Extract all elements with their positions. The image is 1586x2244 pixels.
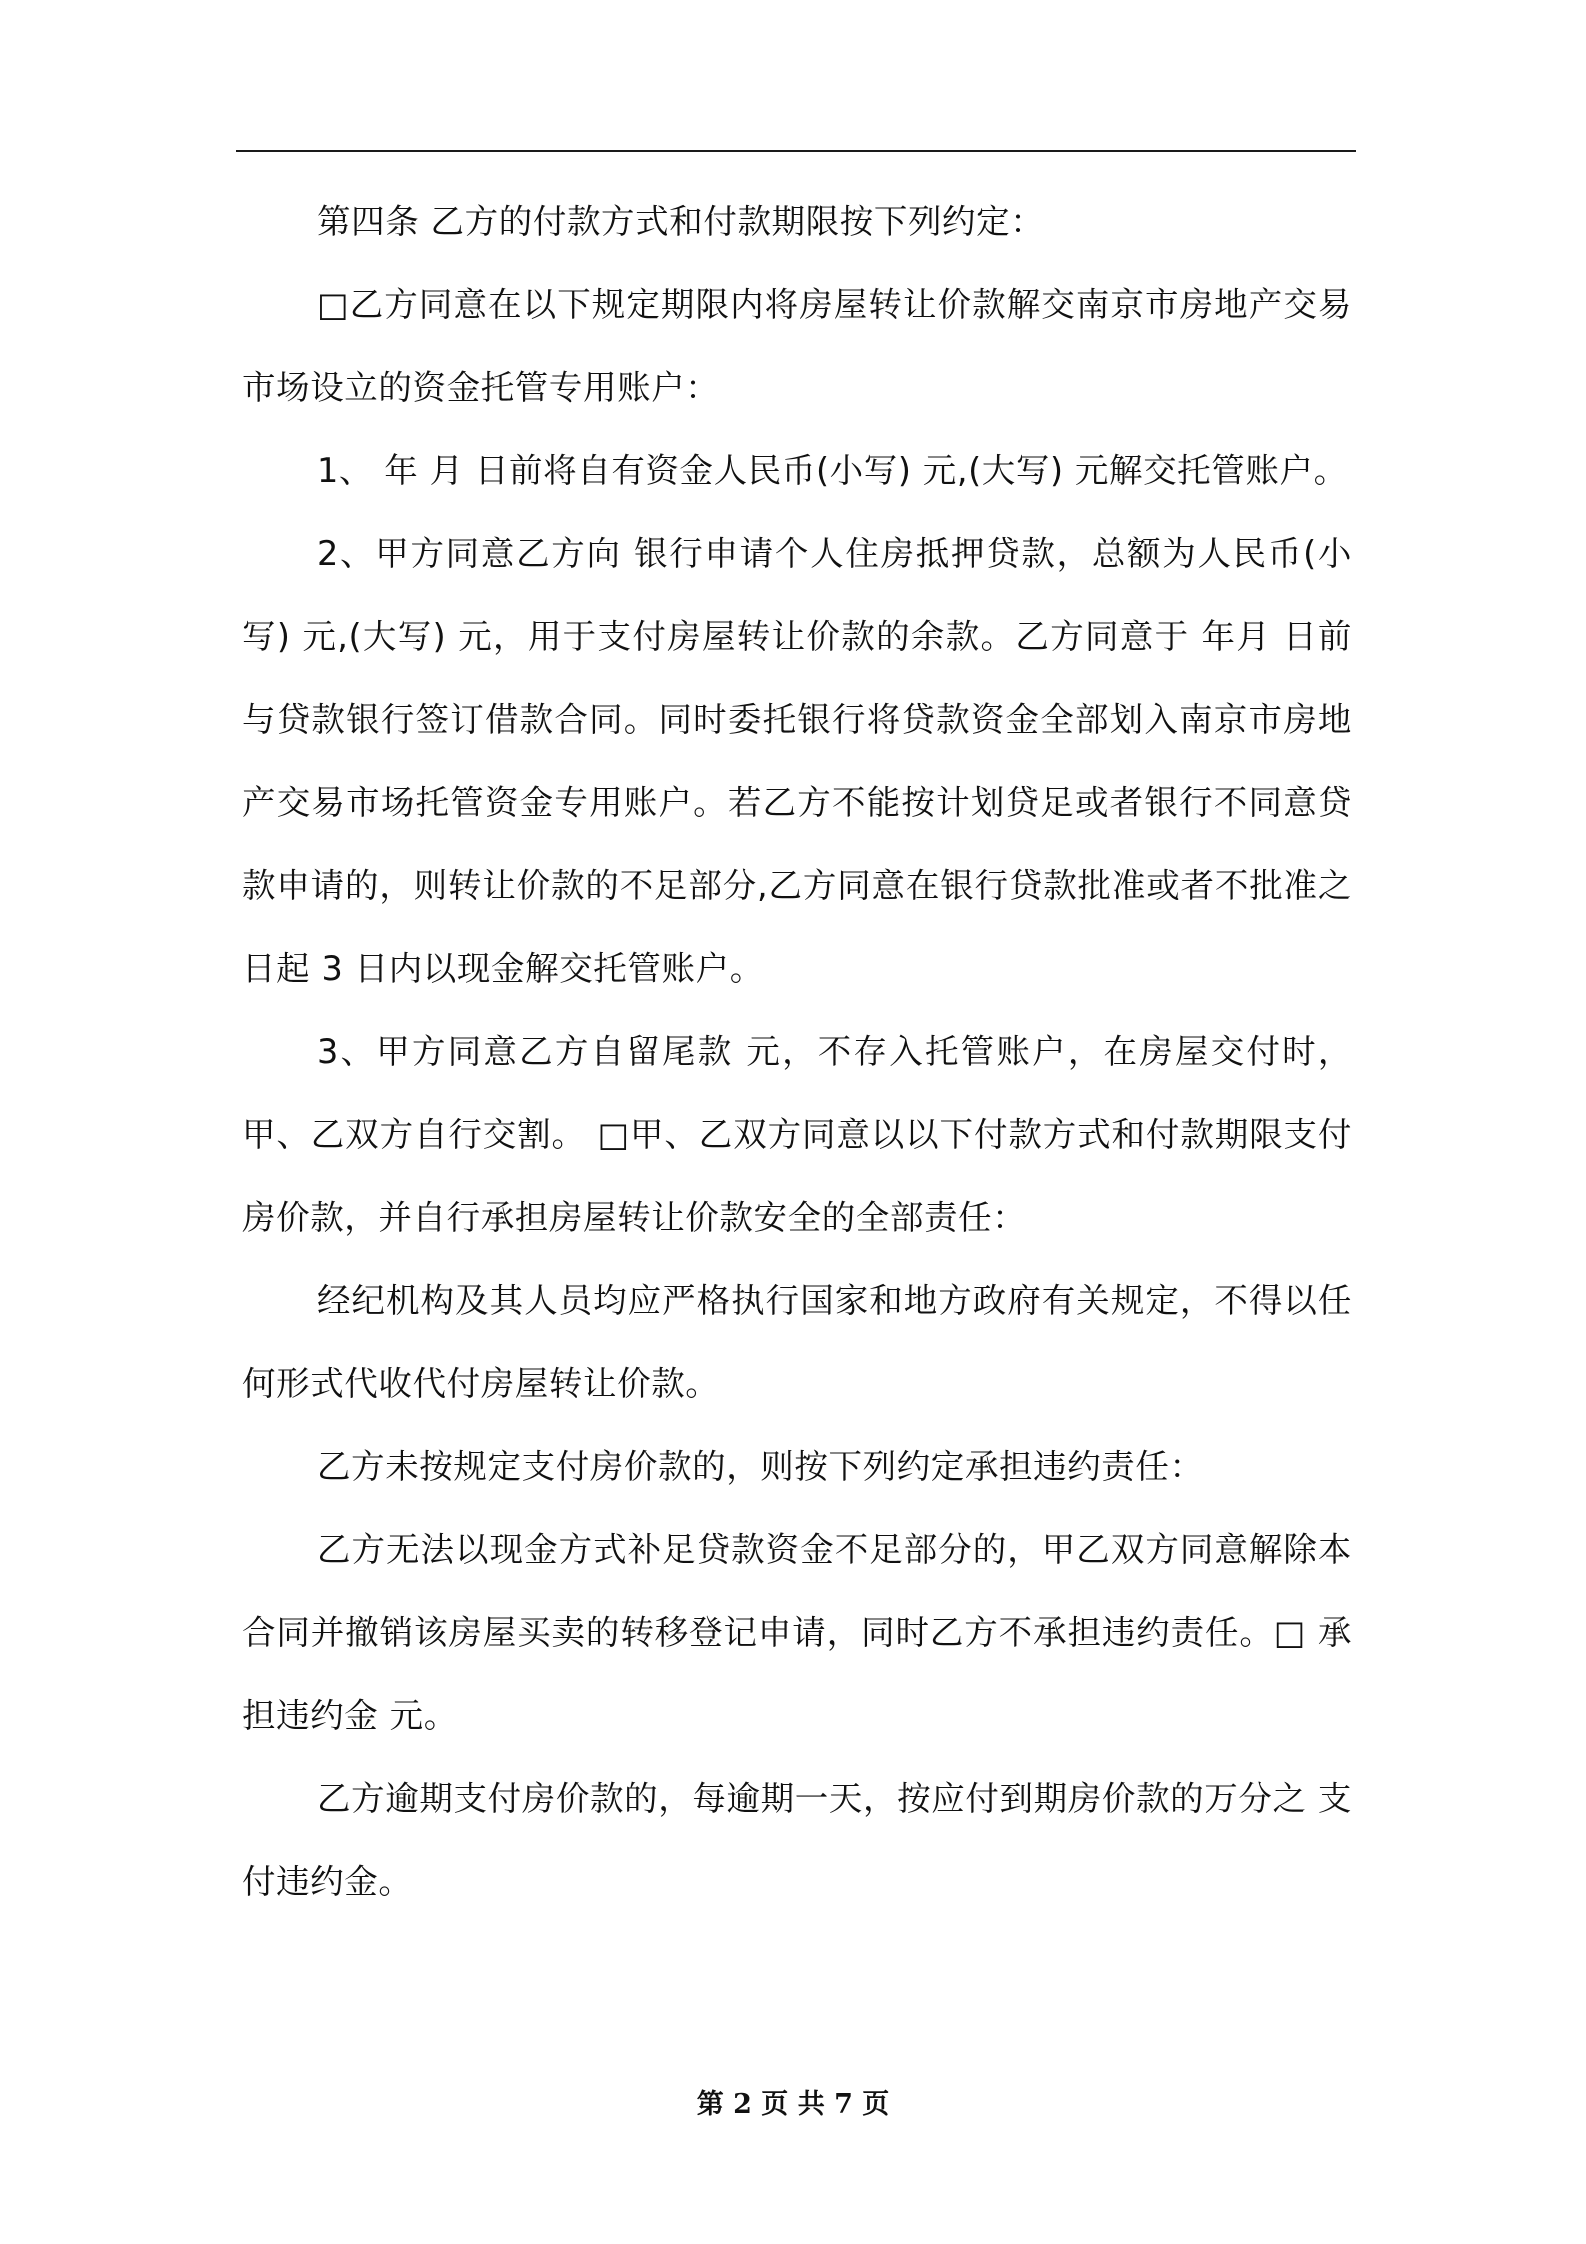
paragraph-late-payment: 乙方逾期支付房价款的，每逾期一天，按应付到期房价款的万分之 支付违约金。 [242,1779,1352,1901]
paragraph-loan-shortfall: 乙方无法以现金方式补足贷款资金不足部分的，甲乙双方同意解除本合同并撤销该房屋买卖的转移登记申请，同时乙方不承担违约责任。□ 承担违约金 元。 [242,1530,1352,1735]
header-rule [236,150,1356,152]
paragraph-article-4: 第四条 乙方的付款方式和付款期限按下列约定： [317,202,1045,241]
paragraph-breach-intro: 乙方未按规定支付房价款的，则按下列约定承担违约责任： [317,1447,1204,1486]
document-body [242,180,1352,1923]
paragraph-agency-rule: 经纪机构及其人员均应严格执行国家和地方政府有关规定，不得以任何形式代收代付房屋转让价款。 [242,1281,1352,1403]
paragraph-retained-balance: 3、甲方同意乙方自留尾款 元，不存入托管账户，在房屋交付时，甲、乙双方自行交割。 □甲、乙双方同意以以下付款方式和付款期限支付房价款，并自行承担房屋转让价款安全的全部责任： [242,1032,1352,1237]
page-number-footer: 第 2 页 共 7 页 [696,2089,890,2120]
paragraph-mortgage-loan: 2、甲方同意乙方向 银行申请个人住房抵押贷款，总额为人民币(小写) 元,(大写) 元，用于支付房屋转让价款的余款。乙方同意于 年月 日前与贷款银行签订借款合同。同时委托银行将贷款资金全部划入南京市房地产交易市场托管资金专用账户。若乙方不能按计划贷足或者银行不同意贷款申请的，则转让价款的不足部分,乙方同意在银行贷款批准或者不批准之日起 3 日内以现金解交托管账户。 [242,534,1352,988]
paragraph-escrow-option: □乙方同意在以下规定期限内将房屋转让价款解交南京市房地产交易市场设立的资金托管专用账户： [242,285,1352,407]
paragraph-own-funds: 1、 年 月 日前将自有资金人民币(小写) 元,(大写) 元解交托管账户。 [317,451,1348,490]
